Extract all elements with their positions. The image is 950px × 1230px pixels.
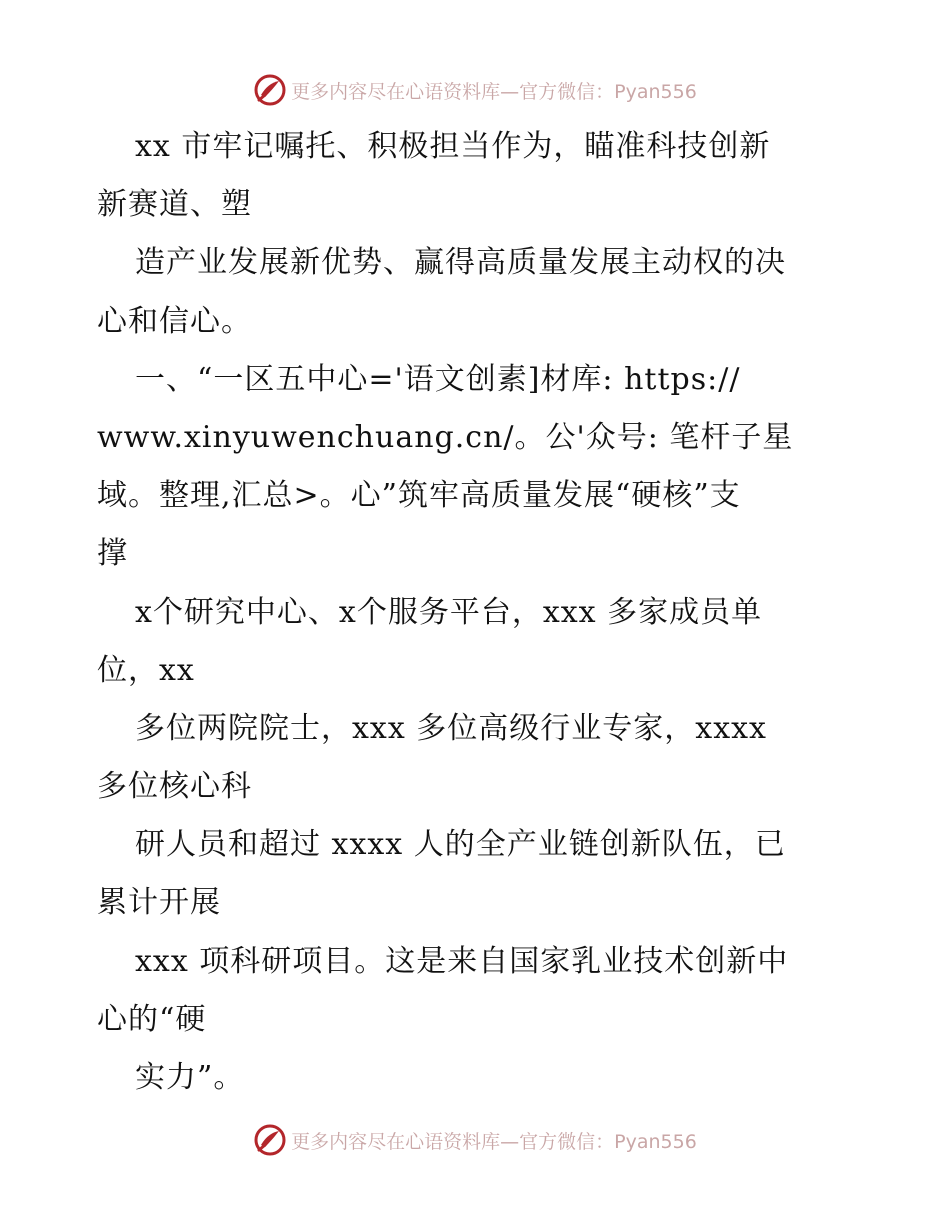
body-line: xxx 项科研项目。这是来自国家乳业技术创新中 — [135, 943, 789, 979]
header-banner-text: 更多内容尽在心语资料库—官方微信：Pyan556 — [291, 80, 697, 103]
footer-watermark-banner — [0, 1120, 950, 1160]
body-line: www.xinyuwenchuang.cn/。公'众号: 笔杆子星 — [97, 419, 794, 455]
body-line: x个研究中心、x个服务平台，xxx 多家成员单 — [135, 594, 763, 630]
body-line: 撑 — [97, 536, 128, 572]
body-line: xx 市牢记嘱托、积极担当作为，瞄准科技创新 — [135, 129, 771, 164]
document-body — [97, 118, 887, 1107]
body-line: 一、“一区五中心='语文创素]材库: https:// — [135, 361, 741, 397]
body-line: 多位两院院士，xxx 多位高级行业专家，xxxx — [135, 710, 767, 746]
body-line: 累计开展 — [97, 885, 221, 921]
body-line: 研人员和超过 xxxx 人的全产业链创新队伍，已 — [135, 827, 786, 863]
body-line: 心和信心。 — [97, 303, 252, 339]
body-line: 实力”。 — [135, 1060, 245, 1095]
pen-logo-icon — [253, 73, 287, 107]
body-line: 心的“硬 — [97, 1001, 207, 1037]
body-line: 多位核心科 — [97, 769, 252, 805]
body-line: 位，xx — [97, 652, 195, 688]
header-watermark-banner — [0, 70, 950, 110]
footer-banner-text: 更多内容尽在心语资料库—官方微信：Pyan556 — [291, 1130, 697, 1153]
pen-logo-icon — [253, 1123, 287, 1157]
body-line: 域。整理,汇总>。心”筑牢高质量发展“硬核”支 — [97, 478, 741, 514]
body-line: 造产业发展新优势、赢得高质量发展主动权的决 — [135, 245, 786, 281]
body-line: 新赛道、塑 — [97, 187, 252, 223]
